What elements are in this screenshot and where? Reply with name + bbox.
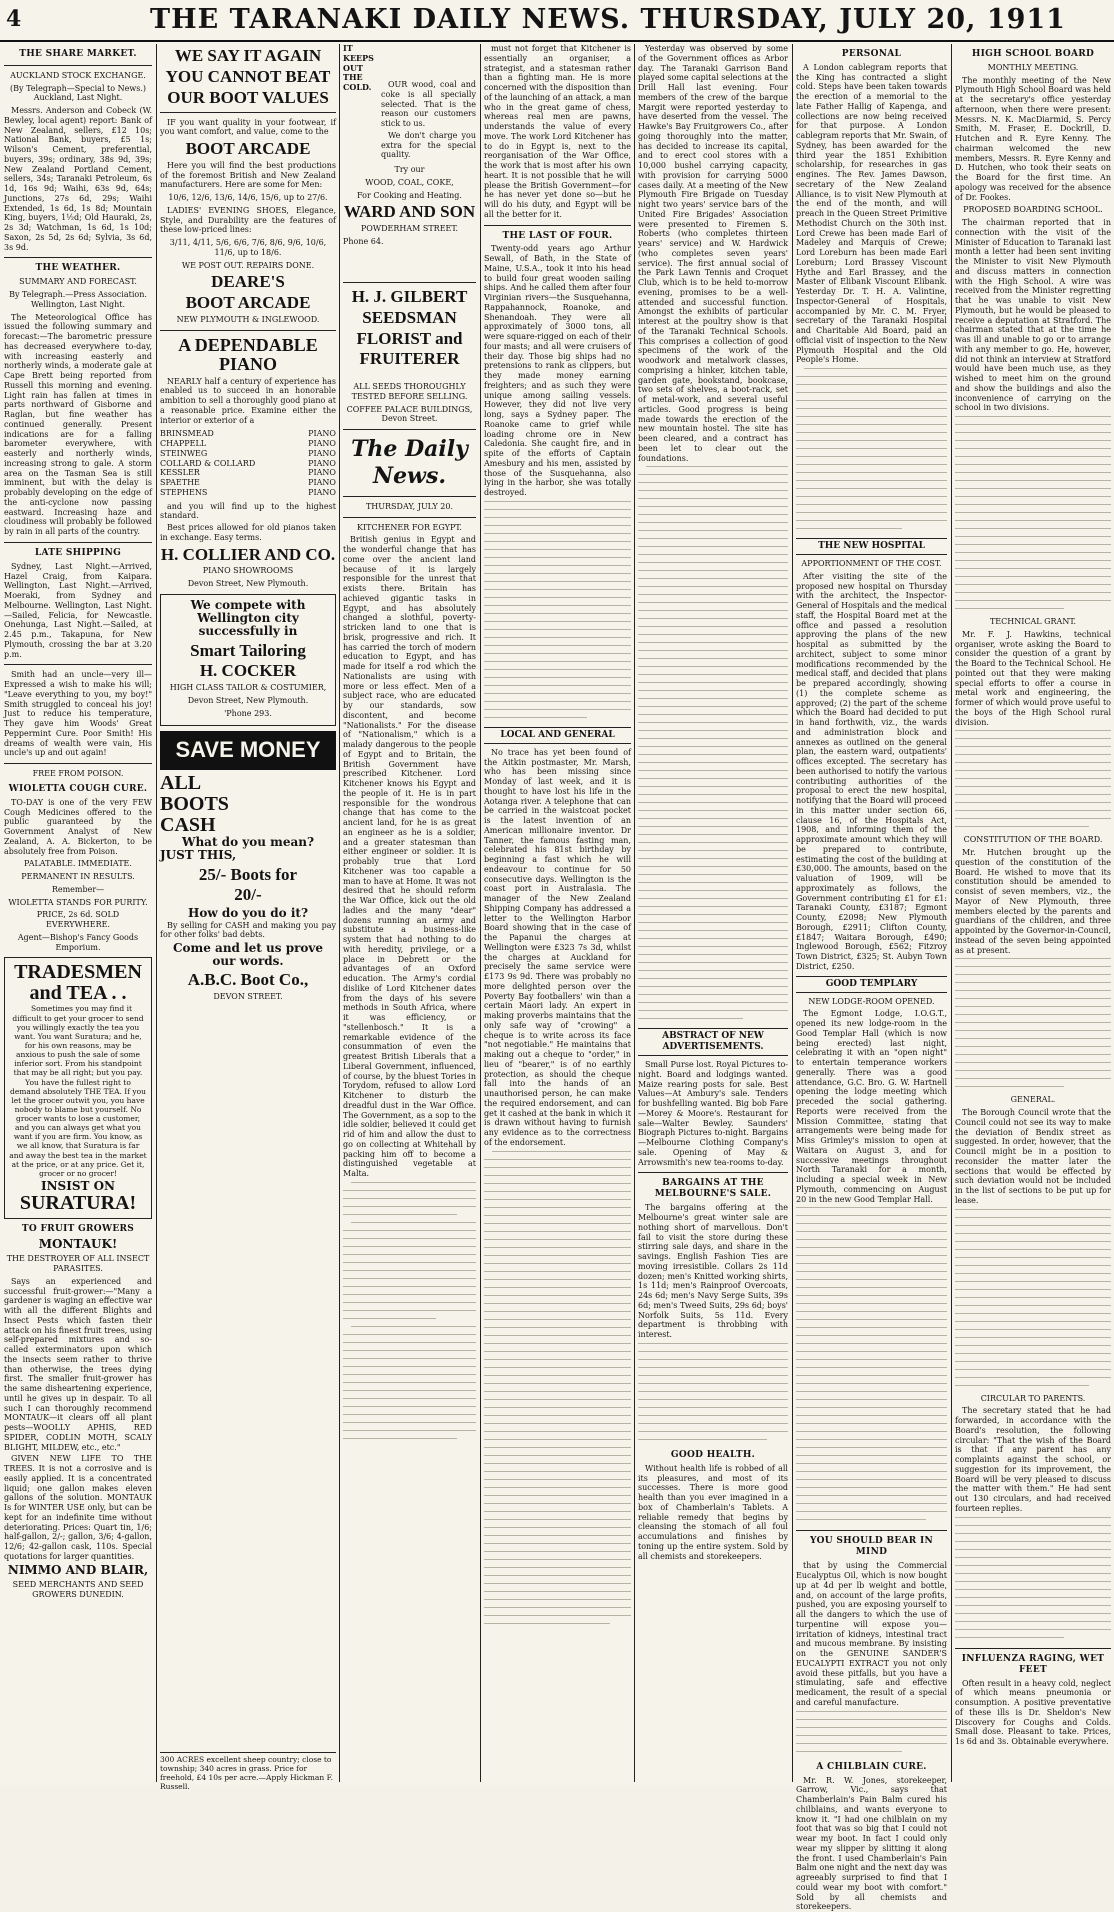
article-text: Small Purse lost. Royal Pictures to-night. Board and lodgings wanted. Maize rearing posts for sale. Best Values—At Ambury's sale. Tenders for bushfelling wanted. Big bob Fare—Morey & Moore's. Restaurant for sale—Walter Bewley. Saunders' Biograph Pictures to-night. Bargains—Melbourne Clothing Company's sale. Opening of May & Arrowsmith's new tea-rooms to-day. [638, 1060, 788, 1167]
divider [955, 1648, 1111, 1649]
ad-address: SEED MERCHANTS AND SEED GROWERS DUNEDIN. [12, 1579, 144, 1599]
headline: THE WEATHER. [35, 263, 121, 274]
article-text: The monthly meeting of the New Plymouth High School Board was held at the secretary's office yesterday afternoon, when there were present: Messrs. N. K. MacDiarmid, S. Percy Smith, M. Fraser, E. Dockrill, D. Hutchen and R. Eyre Kenny. The chairman welcomed the new members, Messrs. R. Eyre Kenny and D. Hutchen, who took their seats on the Board for the first time. An apology was received for the absence of Dr. Fookes. [955, 75, 1111, 202]
body-text-lines [796, 368, 947, 534]
body-text-lines [955, 1209, 1111, 1391]
coal-ad [343, 44, 476, 162]
article-text: Yesterday was observed by some of the Government offices as Arbor day. The Taranaki Garrison Band played some capital selections at the Drill Hall last evening. Four members of the crew of the barque Margit were reported yesterday to have deserted from the vessel. The Hawke's Bay Fruitgrowers Co., after going thoroughly into the matter, has decided to increase its capital, and to erect cool stores with a 10,000 bushel carrying capacity, with provision for carrying 5000 cases daily. At a meeting of the New Plymouth Fire Brigade on Tuesday night two years' service bars of the United Fire Brigades' Association were presented to Firemen S. Roberts (who completes thirteen years' service) and W. Hardwick (who completes seven years' service). The first annual social of the Park Lawn Tennis and Croquet Club, which is to be held to-morrow evening, promises to be a well-attended and successful function. Amongst the exhibits of particular interest at the poultry show is that of the Taranaki Technical Schools. This comprises a collection of good specimens of the work of the woodwork and metalwork classes, comprising a hinker, kitchen table, garden gate, bookstand, bookcase, two sets of shelves, a boot-rack, set of metal-work, and several useful articles. Good progress is being made towards the erection of the new mountain hostel. The site has been cleared, and a contract has been let to clear out the foundations. [638, 44, 788, 463]
piano-row [160, 468, 336, 478]
paper-nameplate: The Daily News. [351, 436, 468, 490]
ad-text: Best prices allowed for old pianos taken in exchange. Easy terms. [160, 523, 336, 542]
column-rule [480, 44, 481, 1782]
article-text: Without health life is robbed of all its pleasures, and most of its successes. There is more good health than you ever imagined in a box of Chamberlain's Tablets. A reliable remedy that begins by cleansing the stomach of all foul accumulations and finishes by toning up the entire system. Sold by all chemists and storekeepers. [638, 1463, 788, 1561]
subheading: PROPOSED BOARDING SCHOOL. [963, 205, 1103, 215]
ad-text: We don't charge you extra for the special quality. [381, 130, 476, 160]
suratura-tea-ad [4, 957, 152, 1219]
ad-line: Remember— [51, 884, 105, 894]
headline: A CHILBLAIN CURE. [816, 1761, 927, 1772]
column-rule [634, 44, 635, 1782]
body-text-lines [796, 1711, 947, 1757]
ad-headline: CASH [160, 814, 216, 837]
ad-address: Devon Street, New Plymouth. [187, 579, 309, 589]
body-text-lines [638, 1343, 788, 1445]
ad-address: DEVON STREET. [213, 992, 283, 1002]
ad-address: Devon Street, New Plymouth. [187, 695, 309, 705]
divider [4, 542, 152, 543]
ad-text: TO-DAY is one of the very FEW Cough Medicines offered to the public guaranteed by the Government Analyst of New Zealand, A. A. Bickerton, to be absolutely free from Poison. [4, 797, 152, 856]
headline: PERSONAL [841, 49, 902, 59]
ad-text: and you will find up to the highest standard. [160, 501, 336, 521]
ad-title: WIOLETTA COUGH CURE. [8, 783, 148, 794]
ad-line: Try our [394, 165, 425, 174]
divider [343, 429, 476, 430]
piano-label: PIANO [308, 448, 336, 458]
subheading: NEW LODGE-ROOM OPENED. [808, 996, 935, 1006]
ad-brand: BOOT ARCADE [185, 293, 311, 313]
subheading: TECHNICAL GRANT. [989, 617, 1077, 627]
ad-address: POWDERHAM STREET. [360, 224, 459, 234]
column-3 [343, 44, 476, 1782]
ad-brand: MONTAUK! [38, 1237, 118, 1252]
ad-headline: Smart Tailoring [190, 640, 306, 660]
piano-list [160, 429, 336, 497]
article-text: Twenty-odd years ago Arthur Sewall, of Bath, in the State of Maine, U.S.A., took it into his head to build four great wooden sailing ships. And he called them after four Virginian rivers—the Susquehanna, Rappahannock, Roanoke, and Shenandoah. They were all approximately of 3000 tons, all were square-rigged on each of their four masts; and all were cruisers of their day. Those big ships had no pretensions to rank as clippers, but they made money earning freighters; and as such they were unique among sailing vessels. However, they did not live very long, says a Sydney paper. The Roanoke came to grief while loading chrome ore in New Caledonia. She caught fire, and in spite of the efforts of Captain Amesbury and his men, assisted by those of the Susquehanna, also lying in the harbor, she was totally destroyed. [484, 244, 631, 498]
divider [343, 496, 476, 497]
ad-company: WARD AND SON [343, 202, 476, 222]
ad-headline: WE SAY IT AGAIN [174, 46, 322, 65]
ad-line: WOOD, COAL, COKE, [365, 177, 454, 187]
ad-text: IF you want quality in your footwear, if you want comfort, and value, come to the [160, 117, 336, 137]
ad-line: PERMANENT IN RESULTS. [21, 872, 135, 882]
piano-brand: KESSLER [160, 468, 200, 478]
land-sale-ad [160, 1752, 336, 1791]
column-5 [638, 44, 788, 1782]
ad-headline: SEEDSMAN [362, 307, 457, 327]
column-7 [955, 44, 1111, 1782]
ad-headline: FRUITERER [359, 349, 460, 369]
article-text: The Borough Council wrote that the Council could not see its way to make the deviation of Bendix street as suggested. In order, however, that the Council might be in a position to reconsider the matter later the sections that would be effected by such deviation would not be included in the list of sections to be put up for lease. [955, 1108, 1111, 1205]
piano-brand: SPAETHE [160, 478, 200, 488]
article-text: The Egmont Lodge, I.O.G.T., opened its new lodge-room in the Good Templar Hall (which is now being erected) last night, celebrating it with an "open night" to entertain temperance workers generally. There was a good attendance, G.C. Bro. G. W. Hartnell opening the lodge meeting which preceded the social gathering. Reports were received from the Mission Committee, stating that arrangements were being made for Miss Grimley's mission to open at Waitara on August 3, and for successive meetings throughout North Taranaki for a month, including a special week in New Plymouth, commencing on August 20 in the new Good Templar Hall. [796, 1009, 947, 1204]
headline: THE SHARE MARKET. [19, 49, 137, 59]
column-6 [796, 44, 947, 1912]
subheading: GENERAL. [1010, 1095, 1056, 1105]
ad-text: GIVEN NEW LIFE TO THE TREES. It is not a corrosive and is easily applied. It is a concentrated liquid; one gallon makes eleven gallons of the solution. MONTAUK Is for WINTER USE only, but can be kept for an indefinite time without deteriorating. Prices: Quart tin, 1/6; half-gallon, 2/-; gallon, 3/6; 4-gallon, 12/6; 42-gallon cask, 110s. Special quotations for larger quantities. [4, 1454, 152, 1561]
editorial-text: British genius in Egypt and the wonderful change that has come over the ancient land because of it is largely responsible for the unrest that exists there. Britain has achieved gigantic tasks in Egypt, and has absolutely changed a slothful, poverty-stricken land to one that is brisk, progressive and rich. It has carried the torch of modern education to Egypt, and has made for itself a rod which the Nationalists are using with more or less effect. Men of a subject race, who are educated by our standards, sow discontent, and become "Nationalists." For the disease of "Nationalism," which is a malady dangerous to the people of Egypt and to Britain, the British Government have prescribed Kitchener. Lord Kitchener knows his Egypt and the people of it. He is in part responsible for the wondrous change that has come to the ancient land, for he is as great an engineer as he is a soldier, and a greater statesman than either engineer or soldier. It is probably true that Lord Kitchener was too capable a man to have at Home. It was not desired that he should reform the War Office, kick out the old ladies and the many "dear" dozens running an army and substitute a business-like system that had nothing to do with heredity, privilege, or a place in Debrett or the advantages of an Oxford education. The Army's cordial dislike of Lord Kitchener dates from the days of his severe methods in South Africa, where it was efficiency, or "stellenbosch." It is a remarkable evidence of the consummation of even the greatest British Liberals that a Liberal Government, influenced, of course, by the bluest Tories in Torydom, refused to allow Lord Kitchener to disturb the dreadful dust in the War Office. The Government, as a sop to the idle soldier, believed it could get rid of him and allow the dust to go on collecting at Whitehall by packing him off to become a distinguished vegetable at Malta. [343, 535, 476, 1179]
ad-heading: FREE FROM POISON. [32, 769, 124, 779]
headline: HIGH SCHOOL BOARD [971, 49, 1095, 59]
headline: GOOD TEMPLARY [796, 976, 947, 993]
piano-brand: BRINSMEAD [160, 429, 214, 439]
ad-address: NEW PLYMOUTH & INGLEWOOD. [176, 315, 320, 325]
subheading: AUCKLAND STOCK EXCHANGE. [10, 70, 146, 80]
headline: LOCAL AND GENERAL [484, 727, 631, 744]
subheading: MONTHLY MEETING. [987, 62, 1079, 72]
ad-company: NIMMO AND BLAIR, [7, 1562, 149, 1577]
ad-price: 25/- Boots for [198, 864, 298, 884]
article-text: The chairman reported that in connection with the visit of the Minister of Education to Taranaki last month a letter had been sent inviting the Minister to visit New Plymouth and discuss matters in connection with the High School. A wire was received from the Minister regretting that he was unable to visit New Plymouth, but he would be pleased to receive a deputation at Stratford. The chairman stated that at the time he was ill and unable to go or to arrange with any member to go. He, however, did not think an interview at Stratford would have been much use, as they wished to meet him on the ground and show the buildings and also the inconvenience of carrying on the school in two divisions. [955, 218, 1111, 413]
ad-prices: 3/11, 4/11, 5/6, 6/6, 7/6, 8/6, 9/6, 10/6, 11/6, up to 18/6. [169, 238, 327, 257]
ad-company: H. J. GILBERT [351, 286, 468, 306]
dateline: (By Telegraph—Special to News.) Auckland, Last Night. [10, 83, 146, 103]
ad-line: What do you mean? [181, 835, 314, 850]
article-text: The Meteorological Office has issued the following summary and forecast:—The barometric pressure has decreased everywhere to-day, with increasing easterly and northerly winds, a moderate gale at Cape Brett being reported from Russell this morning and evening. Light rain has fallen at times in parts northward of Gisborne and Raglan, but fine weather has continued generally. Present indications are for a falling barometer everywhere, with easterly and northerly winds, increasing strong to gale. A storm area on the Tasman Sea is still imminent, but with the delay is probably developing on the edge of the anti-cyclone now passing eastward. Increasing haze and cloudiness will probably be followed by rain in all parts of the country. [4, 312, 152, 537]
ad-headline: ALL [160, 772, 202, 795]
ad-company: H. COLLIER AND CO. [160, 544, 336, 564]
headline: BARGAINS AT THE MELBOURNE'S SALE. [654, 1178, 772, 1200]
ad-line: PRICE, 2s 6d. SOLD EVERYWHERE. [36, 910, 120, 930]
piano-label: PIANO [308, 468, 336, 478]
ad-line: How do you do it? [187, 906, 308, 921]
ad-line: WIOLETTA STANDS FOR PURITY. [8, 897, 148, 907]
piano-brand: STEPHENS [160, 487, 208, 497]
ad-line: Come and let us prove our words. [172, 941, 324, 969]
ad-line: WE POST OUT. REPAIRS DONE. [181, 260, 315, 270]
headline: LATE SHIPPING [34, 547, 122, 558]
article-text: After visiting the site of the proposed new hospital on Thursday with the architect, the Inspector-General of Hospitals and the medical staff, the Hospital Board met at the office and passed a resolution approving the plans of the new hospital as submitted by the architect, subject to some minor modifications recommended by the medical staff, and decided that plans be prepared accordingly, showing (1) the complete scheme as approved; (2) the part of the scheme which the Board had decided to put in hand forthwith, viz., the wards and administration block and annexes as outlined on the general plan, the eastern ward, outpatients' offices excepted. The secretary has been authorised to notify the various contributing authorities of the proposal to erect the new hospital, notifying that the Board will proceed in this matter under section 66, clause 16, of the Hospitals Act, 1908, and informing them of the approximate amount which they will be prepared to contribute, estimating the cost of the building at £30,000. The amounts, based on the valuation of 1909, will be approximately as follows, the Government contributing £1 for £1: Taranaki County, £3187; Egmont County, £2098; New Plymouth Borough, £2911; Clifton County, £1847; Waitara Borough, £490; Inglewood Borough, £562; Fitzroy Town District, £325; St. Aubyn Town District, £250. [796, 571, 947, 971]
ad-prices: 10/6, 12/6, 13/6, 14/6, 15/6, up to 27/6. [168, 193, 328, 203]
column-4 [484, 44, 631, 1782]
body-text-lines [484, 1151, 631, 1629]
piano-label: PIANO [308, 439, 336, 449]
subheading: CONSTITUTION OF THE BOARD. [963, 835, 1103, 845]
article-text: Mr. F. J. Hawkins, technical organiser, wrote asking the Board to consider the question of a grant by the Board to the Technical School. He pointed out that they were making special efforts to offer a course in metal work and engineering, the former of which would prove useful to the boys of the High School rural division. [955, 629, 1111, 727]
article-text: The bargains offering at the Melbourne's great winter sale are nothing short of marvellous. Don't fail to visit the store during these stirring sale days, and share in the savings. English Fashion Ties are moving irresistible. Collars 2s 11d dozen; men's Knitted working shirts, 1s 11d; men's Rainproof Overcoats, 24s 6d; men's Navy Serge Suits, 39s 6d; men's Tweed Suits, 29s 6d; boys' Norfolk Suits, 5s 11d. Every department is throbbing with interest. [638, 1203, 788, 1340]
subheading: APPORTIONMENT OF THE COST. [801, 559, 942, 569]
column-rule [951, 44, 952, 1782]
ad-brand: BOOT ARCADE [185, 139, 311, 159]
divider [4, 664, 152, 665]
page-number: 4 [6, 6, 22, 32]
ad-heading: TO FRUIT GROWERS [21, 1224, 135, 1235]
article-text: Often result in a heavy cold, neglect of which means pneumonia or consumption. A positive preventative of these ills is Dr. Sheldon's New Discovery for Coughs and Colds. Small dose. Pleasant to take. Prices, 1s 6d and 3s. Obtainable everywhere. [955, 1678, 1111, 1747]
piano-row [160, 459, 336, 469]
ad-line: JUST THIS, [160, 848, 237, 863]
ad-text: 300 ACRES excellent sheep country; close to township; 340 acres in grass. Price for freehold, £4 10s per acre.—Apply Hickman F. Russell. [160, 1755, 333, 1791]
piano-row [160, 478, 336, 488]
article-text: Messrs. Anderson and Cobeck (W. Bewley, local agent) report: Bank of New Zealand, sellers, £12 10s; National Bank, buyers, £5 1s; Wilson's Cement, preferential, buyers, 39s; ordinary, 38s 9d, 39s; New Zealand Portland Cement, sellers, 34s; Taranaki Petroleum, 6s 1d, 16s 9d; Waihi, 63s 9d, 64s; Junctions, 27s 6d, 29s; Waihi Extended, 1s 6d, 1s 8d; Mountain King, buyers, 1½d; Old Hauraki, 2s, 2s 3d; Watchman, 1s 6d, 1s 10d; Saxon, 2s 5d, 2s 6d; Sylvia, 3s 6d, 3s 9d. [4, 106, 152, 252]
ad-body [381, 44, 476, 162]
divider [484, 225, 631, 226]
body-text-lines [955, 1517, 1111, 1643]
article-text: Mr. R. W. Jones, storekeeper, Garrow, Vic., says that Chamberlain's Pain Balm cured his chilblains, and wants everyone to know it. "I had one chilblain on my foot that was so big that I could not wear my boot. In fact I could only wear my slipper by slitting it along the front. I used Chamberlain's Pain Balm one night and the next day was agreeably surprised to find that I could wear my boot with comfort." Sold by all chemists and storekeepers. [796, 1775, 947, 1912]
ad-price: 20/- [234, 885, 262, 905]
ad-headline: A DEPENDABLE PIANO [178, 334, 318, 374]
ad-subheading: PIANO SHOWROOMS [202, 566, 294, 576]
ad-text: Sometimes you may find it difficult to get your grocer to send you willingly exactly the tea you want. You want Suratura; and he, for his own reasons, may be anxious to push the sale of some inferior sort. From his standpoint that may be all right; but you pay. You have the fullest right to demand absolutely THE TEA. If you let the grocer outwit you, you have nobody to blame but yourself. No grocer wants to lose a customer, and you can always get what you want if you are firm. You know, as we all know, that Suratura is far and away the best tea in the market at the price, or at any price. Get it, grocer or no grocer! [9, 1004, 147, 1178]
newspaper-title: THE TARANAKI DAILY NEWS. THURSDAY, JULY 20, 1911 [150, 4, 1066, 35]
dateline: By Telegraph.—Press Association. Wellington, Last Night. [9, 290, 147, 309]
divider [160, 112, 336, 113]
ad-text: Here you will find the best productions of the foremost British and New Zealand manufacturers. Here are some for Men: [160, 160, 336, 190]
ad-text: By selling for CASH and making you pay for other folks' bad debts. [160, 920, 336, 940]
article-text: The secretary stated that he had forwarded, in accordance with the Board's resolution, the following circular: "That the wish of the Board is that if any parent has any complaints against the school, or suggestion for its improvement, the Board will be very pleased to discuss the matter with them." He had sent out 130 circulars, and had received fourteen replies. [955, 1406, 1111, 1513]
piano-label: PIANO [308, 458, 336, 468]
ad-headline: FLORIST and [356, 328, 463, 348]
ad-text: LADIES' EVENING SHOES, Elegance, Style, and Durability are the features of these low-priced lines: [160, 205, 336, 235]
ad-text: Says an experienced and successful fruit-grower:—"Many a gardener is waging an effective war with all the different Blights and Insect Pests which fasten their attack on his finest fruit trees, using self-prepared mixtures and so-called exterminators upon which the insects seem rather to thrive than otherwise, the trees dying first. The smaller fruit-grower has the same disheartening experience, until he gives up in despair. To all such I can thoroughly recommend MONTAUK—it clears off all plant pests—WOOLLY APHIS, RED SPIDER, CODLIN MOTH, SCALY BLIGHT, MILDEW, etc., etc." [4, 1276, 152, 1452]
editorial-date: THURSDAY, JULY 20. [365, 501, 454, 511]
column-2 [160, 44, 336, 1782]
column-1 [4, 44, 152, 1782]
editorial-headline: KITCHENER FOR EGYPT. [357, 522, 462, 532]
headline: THE LAST OF FOUR. [502, 230, 613, 241]
divider [343, 517, 476, 518]
ad-address: COFFEE PALACE BUILDINGS, Devon Street. [346, 404, 473, 424]
column-rule [339, 44, 340, 1782]
piano-label: PIANO [308, 487, 336, 497]
body-text-lines [955, 416, 1111, 614]
piano-row [160, 488, 336, 498]
body-text-lines [955, 958, 1111, 1092]
ad-subheading: HIGH CLASS TAILOR & COSTUMIER, [169, 683, 327, 693]
ad-line: For Cooking and Heating. [357, 190, 462, 200]
ad-text: We compete with Wellington city successfully in [190, 597, 306, 639]
ad-headline: BOOTS [160, 793, 229, 816]
subheading: CIRCULAR TO PARENTS. [980, 1393, 1086, 1403]
piano-label: PIANO [308, 429, 336, 439]
divider [160, 330, 336, 331]
divider [638, 1172, 788, 1173]
save-money-banner: SAVE MONEY [160, 731, 336, 770]
divider [4, 763, 152, 764]
ad-company: A.B.C. Boot Co., [187, 970, 309, 990]
column-rule [156, 44, 157, 1782]
ad-side-label: IT KEEPS OUT THE COLD. [343, 43, 374, 92]
piano-row [160, 439, 336, 449]
divider [4, 257, 152, 258]
subheading: SUMMARY AND FORECAST. [19, 277, 137, 287]
ad-line: PALATABLE. IMMEDIATE. [24, 859, 132, 869]
piano-row [160, 429, 336, 439]
piano-brand: COLLARD & COLLARD [160, 458, 256, 468]
ad-headline: OUR BOOT VALUES [167, 87, 329, 107]
boot-cash-ad [160, 770, 336, 1008]
headline: INFLUENZA RAGING, WET FEET [961, 1653, 1105, 1675]
ad-title: TRADESMEN and TEA . . [14, 961, 142, 1005]
piano-label: PIANO [308, 478, 336, 488]
ad-line: INSIST ON [40, 1179, 116, 1194]
article-text: Sydney, Last Night.—Arrived, Hazel Craig, from Kaipara. Wellington, Last Night.—Arrived, Moeraki, from Sydney and Melbourne. Wellington, Last Night.—Sailed, Felicia, for Newcastle. Onehunga, Last Night.—Sailed, at 2.45 p.m., Takapuna, for New Plymouth, crossing the bar at 3.20 p.m. [4, 561, 152, 659]
body-text-lines [955, 730, 1111, 832]
ad-text: that by using the Commercial Eucalyptus Oil, which is now bought up at 4d per lb weight and bottle, and, on account of the large profits, pushed, you are exposing yourself to all the dangers to which the use of turpentine will expose you—irritation of kidneys, intestinal tract and mucous membrane. By insisting on the GENUINE SANDER'S EUCALYPTI EXTRACT you not only avoid these pitfalls, but you have a stimulating, safe and effective medicament, the result of a special and careful manufacture. [796, 1561, 947, 1707]
ad-brand: DEARE'S [211, 272, 285, 292]
body-text-lines [796, 1207, 947, 1525]
ad-headline: YOU SHOULD BEAR IN MIND [809, 1536, 934, 1558]
tailoring-ad [160, 594, 336, 727]
article-text: No trace has yet been found of the Aitkin postmaster, Mr. Marsh, who has been missing since Monday of last week, and it is thought to have lost his life in the Aotanga river. A telephone that can be carried in the waistcoat pocket is the latest invention of an American millionaire inventor. Dr Tanner, the famous fasting man, celebrated his 81st birthday by beginning a fast which he will endeavour to continue for 50 consecutive days. Wellington is the coast port in Australasia. The manager of the New Zealand Shipping Company has addressed a letter to the Wellington Harbor Board showing that in the case of the Papanui the charges at Wellington were £323 7s 3d, whilst the charges at Auckland for precisely the same service were £173 9s 9d. There was probably no more delighted person over the Poverty Bay footballers' win than a certain Maori lady. An expert in making proverbs maintains that the only safe way of "crowing" a cheque is to write across its face "not negotiable." He maintains that making out a cheque to "order," in lieu of "bearer," is of no earthly protection, as should the cheque fall into the hands of an unauthorised person, he can make the required endorsement, and can get it cashed at the bank in which it is drawn without having to furnish any evidence as to the correctness of the endorsement. [484, 747, 631, 1147]
divider [343, 282, 476, 283]
piano-brand: STEINWEG [160, 448, 208, 458]
headline: THE NEW HOSPITAL [796, 538, 947, 555]
body-text-lines [638, 466, 788, 1024]
ad-line: ALL SEEDS THOROUGHLY TESTED BEFORE SELLING. [351, 382, 468, 401]
ad-brand: SURATURA! [19, 1192, 137, 1215]
headline: GOOD HEALTH. [670, 1449, 756, 1460]
ad-phone: 'Phone 293. [224, 708, 272, 718]
ad-line: Agent—Bishop's Fancy Goods Emporium. [17, 932, 139, 952]
ad-text: OUR wood, coal and coke is all specially selected. That is the reason our customers stick to us. [381, 80, 476, 128]
body-text-lines [484, 501, 631, 723]
column-rule [792, 44, 793, 1782]
ad-company: H. COCKER [199, 661, 297, 681]
article-text: A London cablegram reports that the King has contracted a slight cold. Steps have been taken towards the erection of a memorial to the late Father Hallig of Kapenga, and collections are now being received for that purpose. A London cablegram reports that Mr. Swain, of Sydney, has been awarded for the third year the 1851 Exhibition scholarship, for researches in gas engines. The Rev. James Dawson, secretary of the New Zealand Alliance, is to visit New Plymouth at the end of the month, and will preach in the Queen Street Primitive Methodist Church on the 30th inst. Lord Crewe has been made Earl of Madeley and Marquis of Crewe; Lord Loreburn has been made Earl Loreburn; Lord Brassey Viscount Hythe and Earl Brassey, and the Master of Elibank Viscount Elibank. Yesterday Dr. T. H. A. Valintine, Inspector-General of Hospitals, accompanied by Mr. C. M. Fryer, secretary of the Taranaki Hospital and Charitable Aid Board, paid an official visit of inspection to the New Plymouth Hospital and the Old People's Home. [796, 62, 947, 365]
editorial-text: must not forget that Kitchener is essentially an organiser, a strategist, and a statesman rather than a fighting man. He is more concerned with the disposition than of the launching of an attack, a man who in the great game of chess, whereas real men are pawns, understands the value of every move. The work Lord Kitchener has to do in Egypt is, next to the reorganisation of the War Office, the work that is most after his own heart. It is not possible that he will please the British Government—for he has never yet done so—but he will do his duty, and Egypt will be all the better for it. [484, 44, 631, 219]
divider [4, 65, 152, 66]
verse-advertisement: Smith had an uncle—very ill—Expressed a wish to make his will; "Leave everything to you, my boy!" Smith struggled to conceal his joy! Just to reduce his temperature, They gave him Woods' Great Peppermint Cure. Poor Smith! His dreams of wealth were vain, His uncle's up and out again! [4, 670, 152, 758]
piano-brand: CHAPPELL [160, 439, 207, 449]
ad-headline: YOU CANNOT BEAT [165, 66, 331, 86]
masthead [0, 0, 1114, 42]
ad-phone: Phone 64. [343, 236, 384, 246]
body-text-lines [343, 1182, 476, 1444]
divider [796, 1530, 947, 1531]
ad-text: NEARLY half a century of experience has enabled us to succeed in an honorable ambition to sell a thoroughly good piano at a reasonable price. Examine either the interior or exterior of a [160, 376, 336, 425]
article-text: Mr. Hutchen brought up the question of the constitution of the Board. He wished to move that its constitution should be amended to consist of seven members, viz., the Mayor of New Plymouth, three members elected by the parents and guardians of the children, and three appointed by the Governor-in-Council, instead of the seven being appointed as at present. [955, 848, 1111, 955]
piano-row [160, 449, 336, 459]
ad-subheading: THE DESTROYER OF ALL INSECT PARASITES. [6, 1254, 150, 1274]
headline: ABSTRACT OF NEW ADVERTISEMENTS. [638, 1028, 788, 1056]
